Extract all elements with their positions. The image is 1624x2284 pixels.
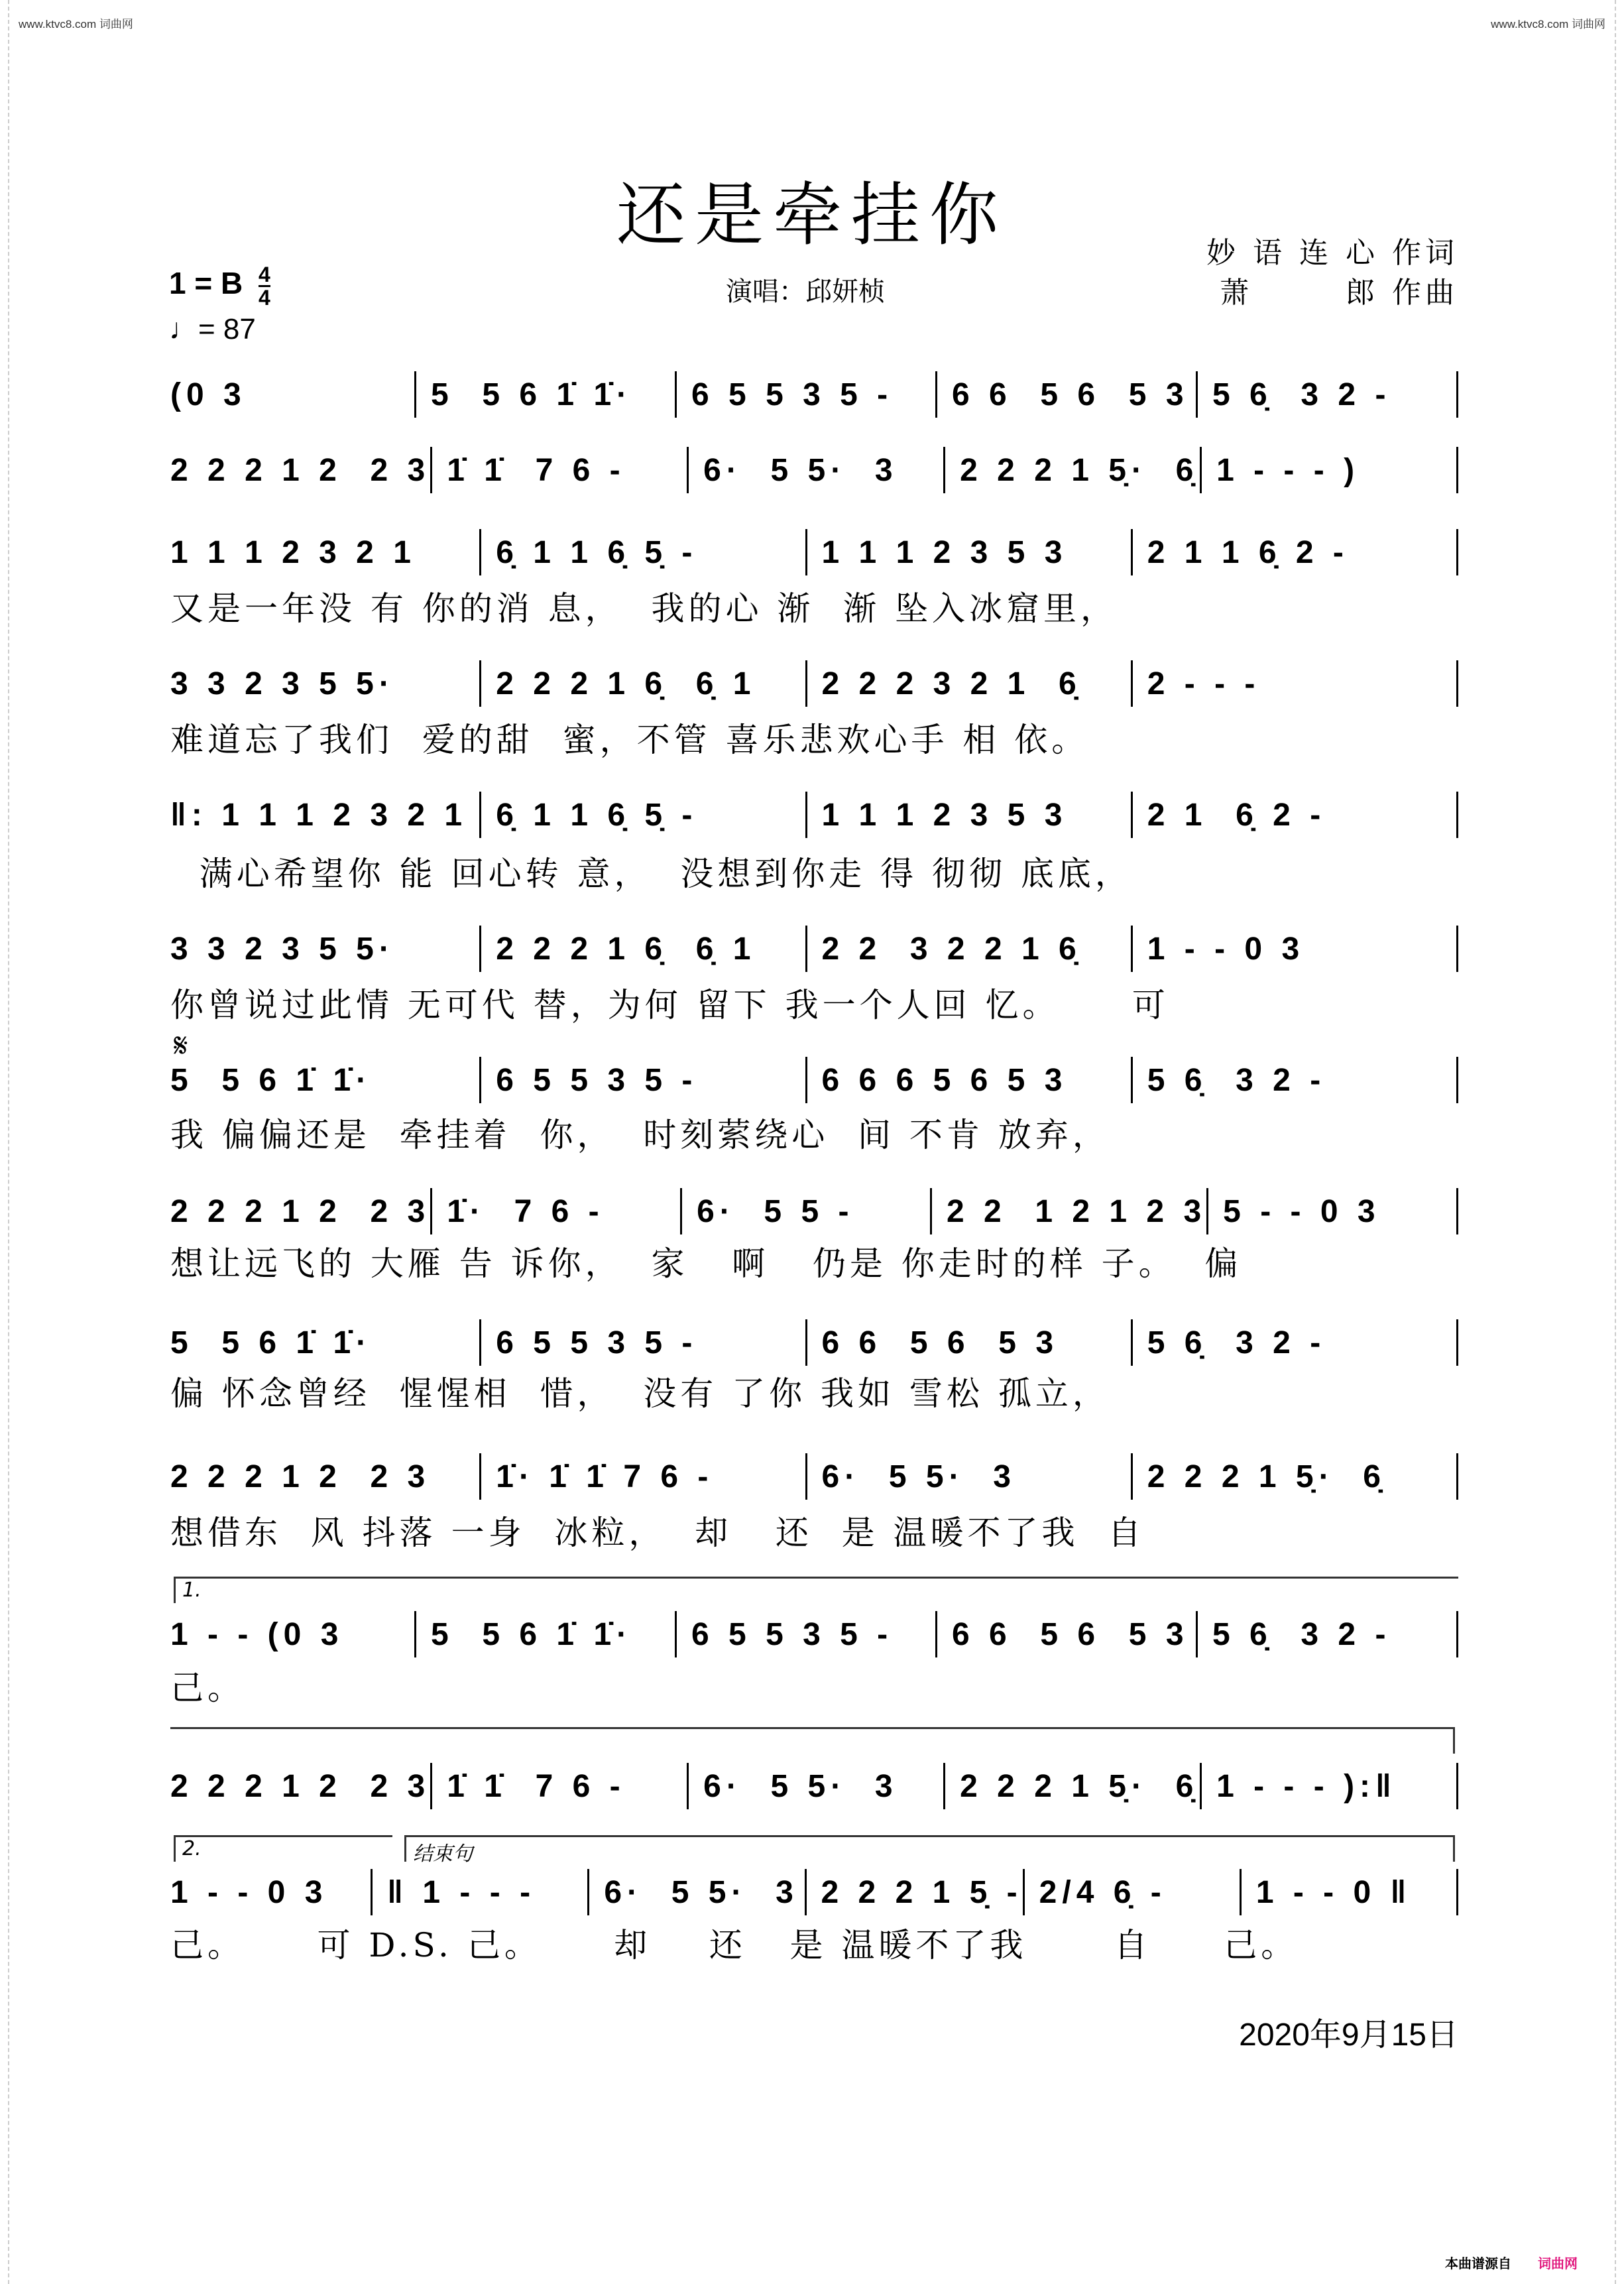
- measure: 2/4 6̣ -: [1025, 1869, 1242, 1915]
- notation-row: [170, 1188, 1458, 1234]
- notation-row: [170, 1319, 1458, 1366]
- measure: 5 6̣ 3 2 -: [1133, 1319, 1458, 1366]
- date: 2020年9月15日: [1239, 2017, 1458, 2053]
- measure: ‖: 1 1 1 2 3 2 1: [170, 792, 481, 838]
- notation-row: [170, 926, 1458, 972]
- time-bottom: 4: [259, 286, 270, 310]
- lyric-line: 偏 怀念曾经 惺惺相 惜， 没有 了你 我如 雪松 孤立，: [170, 1374, 1110, 1413]
- measure: 2 2 2 3 2 1 6̣: [807, 660, 1133, 707]
- measure: 1 - - 0 ‖: [1242, 1869, 1458, 1915]
- measure: 5 6̣ 3 2 -: [1133, 1057, 1458, 1103]
- segno-sign: 𝄋: [174, 1026, 188, 1065]
- measure: 2 2 2 1 2 2 3: [170, 1188, 432, 1234]
- measure: 6 6 5 6 5 3: [937, 371, 1198, 418]
- measure: 6· 5 5· 3: [589, 1869, 806, 1915]
- time-top: 4: [259, 263, 270, 286]
- lyric-line: 想借东 风 抖落 一身 冰粒， 却 还 是 温暖不了我 自: [170, 1514, 1145, 1552]
- song-title: 还是牵挂你: [616, 174, 1008, 255]
- lyric-line: 又是一年没 有 你的消 息， 我的心 渐 渐 坠入冰窟里，: [170, 589, 1118, 628]
- footer: [1445, 2253, 1578, 2272]
- measure: 5 5 6 1̇ 1̇·: [170, 1057, 481, 1103]
- measure: 1 1 1 2 3 2 1: [170, 529, 481, 575]
- measure: 6 5 5 3 5 -: [677, 371, 937, 418]
- measure: 1̇· 7 6 -: [432, 1188, 682, 1234]
- measure: 1 - - 0 3: [170, 1869, 373, 1915]
- time-signature: [259, 264, 270, 308]
- measure: 6̣ 1 1 6̣ 5̣ -: [481, 792, 807, 838]
- measure: 2 2 2 1 2 2 3: [170, 1453, 481, 1500]
- measure: 1 - - - ): [1202, 447, 1458, 493]
- lyric-line: 难道忘了我们 爱的甜 蜜，不管 喜乐悲欢心手 相 依。: [170, 721, 1089, 759]
- measure: 2 2 2 1 5̣ -: [807, 1869, 1025, 1915]
- measure: 5 6̣ 3 2 -: [1198, 371, 1458, 418]
- measure: 6 6 6 5 6 5 3: [807, 1057, 1133, 1103]
- measure: 1 1 1 2 3 5 3: [807, 792, 1133, 838]
- lyric-line: 满心希望你 能 回心转 意， 没想到你走 得 彻彻 底底，: [170, 855, 1132, 893]
- footer-brand: 词曲网: [1538, 2255, 1578, 2271]
- lyricist-credit: 妙 语 连 心 作词: [1206, 236, 1458, 270]
- notation-row: [170, 660, 1458, 707]
- measure: 5 5 6 1̇ 1̇·: [416, 1611, 677, 1657]
- measure: 2 - - -: [1133, 660, 1458, 707]
- volta-second: 2.: [174, 1835, 392, 1862]
- measure: 6̣ 1 1 6̣ 5̣ -: [481, 529, 807, 575]
- measure: 6 6 5 6 5 3: [937, 1611, 1198, 1657]
- notation-row: [170, 529, 1458, 575]
- notation-row: [170, 371, 1458, 418]
- notation-row: [170, 1453, 1458, 1500]
- notation-row: [170, 1057, 1458, 1103]
- measure: 6· 5 5· 3: [689, 447, 945, 493]
- measure: 3 3 2 3 5 5·: [170, 660, 481, 707]
- measure: 1 - - (0 3: [170, 1611, 416, 1657]
- measure: 2 2 2 1 5̣· 6̣: [1133, 1453, 1458, 1500]
- measure: 6 5 5 3 5 -: [481, 1319, 807, 1366]
- measure: ‖ 1 - - -: [373, 1869, 589, 1915]
- lyric-line: 我 偏偏还是 牵挂着 你， 时刻萦绕心 间 不肯 放弃，: [170, 1116, 1110, 1154]
- measure: 2 2 2 1 5̣· 6̣: [945, 1763, 1202, 1809]
- measure: 6· 5 5· 3: [807, 1453, 1133, 1500]
- measure: 5 5 6 1̇ 1̇·: [170, 1319, 481, 1366]
- measure: 5 5 6 1̇ 1̇·: [416, 371, 677, 418]
- notation-row: [170, 1869, 1458, 1915]
- measure: 5 6̣ 3 2 -: [1198, 1611, 1458, 1657]
- measure: 3 3 2 3 5 5·: [170, 926, 481, 972]
- lyric-line: 己。: [170, 1669, 245, 1707]
- measure: 2 1 1 6̣ 2 -: [1133, 529, 1458, 575]
- measure: 6 6 5 6 5 3: [807, 1319, 1133, 1366]
- footer-source: 本曲谱源自: [1445, 2255, 1511, 2271]
- measure: 2 1 6̣ 2 -: [1133, 792, 1458, 838]
- measure: 6· 5 5· 3: [689, 1763, 945, 1809]
- notation-row: [170, 1763, 1458, 1809]
- lyric-line: 你曾说过此情 无可代 替，为何 留下 我一个人回 忆。 可: [170, 986, 1169, 1024]
- measure: 2 2 2 1 2 2 3: [170, 1763, 432, 1809]
- volta-bracket-continue: [170, 1727, 1455, 1754]
- measure: 6 5 5 3 5 -: [677, 1611, 937, 1657]
- measure: 1 - - - ):‖: [1202, 1763, 1458, 1809]
- watermark-right: www.ktvc8.com 词曲网: [1491, 18, 1605, 30]
- lyric-line: 己。 可 D.S. 己。 却 还 是 温暖不了我 自 己。: [170, 1926, 1299, 1964]
- measure: 6 5 5 3 5 -: [481, 1057, 807, 1103]
- page-edge-right: [1615, 0, 1616, 2284]
- composer-credit: 萧 郎 作曲: [1220, 276, 1458, 310]
- page-edge-left: [8, 0, 9, 2284]
- measure: 1 - - 0 3: [1133, 926, 1458, 972]
- measure: 1̇ 1̇ 7 6 -: [432, 1763, 689, 1809]
- notation-row: [170, 792, 1458, 838]
- key-signature: 1 = B: [169, 266, 243, 300]
- measure: 5 - - 0 3: [1208, 1188, 1458, 1234]
- measure: (0 3: [170, 371, 416, 418]
- watermark-left: www.ktvc8.com 词曲网: [19, 18, 133, 30]
- measure: 2 2 2 1 6̣ 6̣ 1: [481, 660, 807, 707]
- measure: 2 2 1 2 1 2 3: [932, 1188, 1208, 1234]
- measure: 1 1 1 2 3 5 3: [807, 529, 1133, 575]
- measure: 1̇ 1̇ 7 6 -: [432, 447, 689, 493]
- notation-row: [170, 447, 1458, 493]
- ending-phrase-label: 结束句: [404, 1835, 1455, 1862]
- measure: 6· 5 5 -: [682, 1188, 932, 1234]
- notation-row: [170, 1611, 1458, 1657]
- measure: 2 2 2 1 5̣· 6̣: [945, 447, 1202, 493]
- lyric-line: 想让远飞的 大雁 告 诉你， 家 啊 仍是 你走时的样 子。 偏: [170, 1244, 1242, 1283]
- measure: 1̇· 1̇ 1̇ 7 6 -: [481, 1453, 807, 1500]
- measure: 2 2 2 1 6̣ 6̣ 1: [481, 926, 807, 972]
- volta-first: 1.: [174, 1577, 1458, 1603]
- singer-credit: 演唱：邱妍桢: [726, 276, 885, 307]
- measure: 2 2 2 1 2 2 3: [170, 447, 432, 493]
- measure: 2 2 3 2 2 1 6̣: [807, 926, 1133, 972]
- tempo-marking: ♩= 87: [169, 313, 256, 345]
